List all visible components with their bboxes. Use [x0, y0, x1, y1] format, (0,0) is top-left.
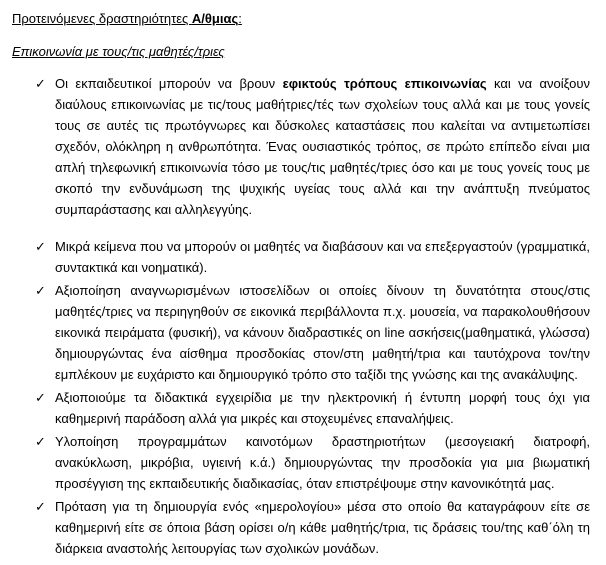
list-item-text: Αξιοποιούμε τα διδακτικά εγχειρίδια με την ηλεκτρονική ή έντυπη μορφή τους όχι για καθημερινή παράδοση αλλά για μικρές και στοχευμένες επαναλήψεις. — [55, 390, 590, 426]
list-item — [0, 496, 606, 559]
checkmark-icon: ✓ — [35, 283, 46, 298]
section-heading — [12, 8, 242, 29]
list-item-text: Οι εκπαιδευτικοί μπορούν να βρουν — [55, 76, 283, 91]
list-item — [0, 387, 606, 429]
checkmark-icon: ✓ — [35, 76, 46, 91]
checkmark-icon: ✓ — [35, 499, 46, 514]
list-item-text: και να ανοίξουν διαύλους επικοινωνίας με τις/τους μαθήτριες/τές των σχολείων τους αλλά και με τους γονείς τους σε αυτές τις πρωτόγνωρες και δύσκολες καταστάσεις που καλείται να αντιμετωπίσει σχεδόν, ολόκληρη η ανθρωπότητα. Ένας ουσιαστικός τρόπος, σε πρώτο επίπεδο είναι μια απλή τηλεφωνική επικοινωνία τόσο με τους/τις μαθητές/τριες όσο και με τους γονείς τους με σκοπό την ενδυνάμωση της ψυχικής υγείας τους αλλά και την ανάπτυξη πνεύματος συμπαράστασης και αλληλεγγύης. — [55, 76, 590, 217]
list-item — [0, 236, 606, 278]
list-item-text: Πρόταση για τη δημιουργία ενός «ημερολογίου» μέσα στο οποίο θα καταγράφουν είτε σε καθημερινή είτε σε όποια βάση ορίσει ο/η κάθε μαθητής/τρια, τις δράσεις του/της καθ΄όλη τη διάρκεια αναστολής λειτουργίας των σχολικών μονάδων. — [55, 499, 590, 556]
list-item-text: Μικρά κείμενα που να μπορούν οι μαθητές να διαβάσουν και να επεξεργαστούν (γραμματικά, συντακτικά και νοηματικά). — [55, 239, 590, 275]
subsection-heading: Επικοινωνία με τους/τις μαθητές/τριες — [12, 44, 225, 59]
section-heading-bold: Α/θμιας — [191, 11, 239, 26]
list-item — [0, 73, 606, 220]
section-heading-text: Προτεινόμενες δραστηριότητες — [12, 11, 192, 26]
checkmark-icon: ✓ — [35, 434, 46, 449]
list-item — [0, 280, 606, 385]
checkmark-icon: ✓ — [35, 239, 46, 254]
list-item — [0, 431, 606, 494]
section-heading-colon: : — [238, 11, 242, 26]
list-item-text: Υλοποίηση προγραμμάτων καινοτόμων δραστηριοτήτων (μεσογειακή διατροφή, ανακύκλωση, μικρόβια, υγιεινή κ.ά.) δημιουργώντας την προσδοκία για μια βιωματική προσέγγιση της εκπαιδευτικής διαδικασίας, όταν επιστρέψουμε στην κανονικότητά μας. — [55, 434, 590, 491]
checklist — [0, 73, 606, 559]
list-item-text: Αξιοποίηση αναγνωρισμένων ιστοσελίδων οι οποίες δίνουν τη δυνατότητα στους/στις μαθητές/τριες να περιηγηθούν σε εικονικά περιβάλλοντα π.χ. μουσεία, να παρακολουθήσουν εικονικά πειράματα (φυσική), να κάνουν διαδραστικές on line ασκήσεις(μαθηματικά, γλώσσα) δημιουργώντας ένα αίσθημα προσδοκίας στον/στη μαθητή/τρια και ταυτόχρονα τον/την εμπλέκουν με ευχάριστο και δημιουργικό τρόπο στο ταξίδι της γνώσης και της ανακάλυψης. — [55, 283, 590, 382]
list-item-bold-text: εφικτούς τρόπους επικοινωνίας — [282, 76, 487, 91]
checkmark-icon: ✓ — [35, 390, 46, 405]
